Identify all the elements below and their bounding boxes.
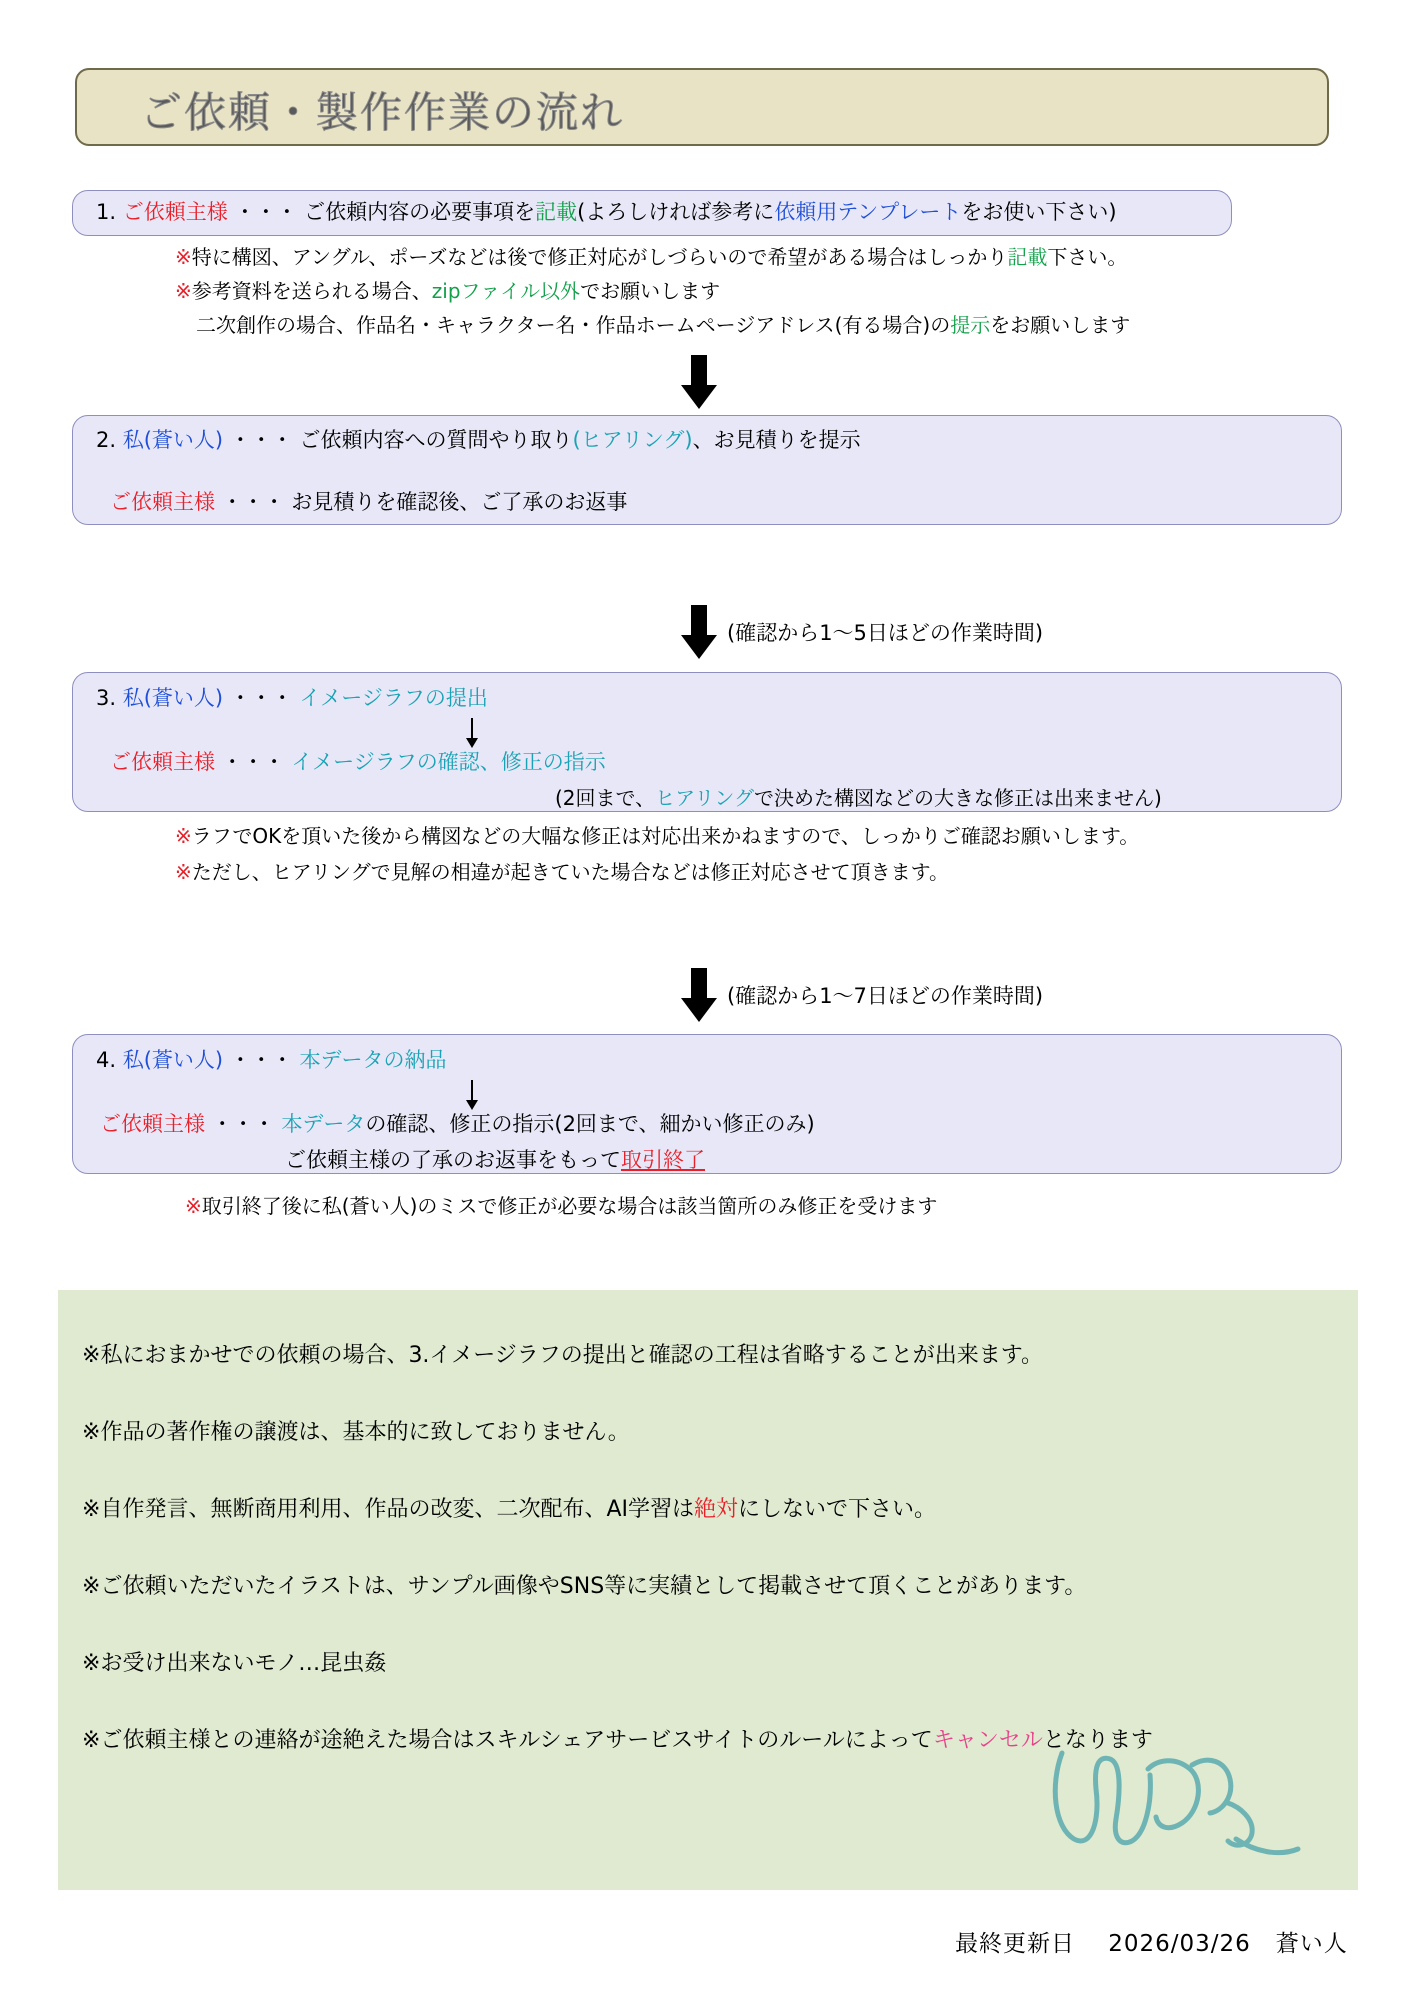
- step-2-sub-actor: ご依頼主様: [110, 490, 215, 514]
- step-4-number: 4.: [96, 1048, 117, 1072]
- footer: [955, 1925, 1348, 1958]
- step-2-sub: [110, 492, 627, 513]
- step-1-text-b: (よろしければ参考に: [577, 200, 775, 224]
- note-highlight: 絶対: [693, 1497, 738, 1522]
- step-1-note-1: [175, 247, 1127, 267]
- step-3-note-2: [175, 862, 949, 882]
- step-4-heading: [96, 1050, 447, 1071]
- note-mark: ※: [82, 1574, 101, 1599]
- note-3: [82, 1492, 936, 1523]
- note-text: ただし、ヒアリングで見解の相違が起きていた場合などは修正対応させて頂きます。: [191, 860, 949, 884]
- step-1-text-c: をお使い下さい): [961, 200, 1117, 224]
- note-text-b: でお願いします: [580, 279, 721, 303]
- note-text-a: 私におまかせでの依頼の場合、3.イメージラフの提出と確認の工程は省略することが出来ます。: [100, 1343, 1044, 1368]
- step-2-hearing: (ヒアリング): [572, 428, 693, 452]
- note-mark: ※: [82, 1728, 101, 1753]
- note-text-b: となります: [1042, 1728, 1153, 1753]
- note-text-a: 二次創作の場合、作品名・キャラクター名・作品ホームページアドレス(有る場合)の: [196, 313, 951, 337]
- step-2-heading: [96, 430, 861, 451]
- paren-b: で決めた構図などの大きな修正は出来ません): [753, 786, 1162, 810]
- step-1-kisai: 記載: [535, 200, 578, 224]
- note-text-a: 特に構図、アングル、ポーズなどは後で修正対応がしづらいので希望がある場合はしっかり: [191, 245, 1008, 269]
- note-highlight: 提示: [950, 313, 991, 337]
- step-4-sub-text-blue: 本データ: [281, 1112, 366, 1136]
- paren-highlight: ヒアリング: [655, 786, 754, 810]
- note-mark: ※: [175, 245, 192, 269]
- step-3-note-1: [175, 826, 1139, 846]
- note-mark: ※: [82, 1420, 101, 1445]
- step-1-note-2: [175, 281, 720, 301]
- step-4-actor: 私(蒼い人): [122, 1048, 224, 1072]
- step-4-sub: [100, 1114, 815, 1135]
- note-highlight: キャンセル: [932, 1728, 1043, 1753]
- step-3-paren: [555, 788, 1162, 808]
- note-mark: ※: [175, 860, 192, 884]
- note-text-a: ご依頼いただいたイラストは、サンプル画像やSNS等に実績として掲載させて頂くことがあります。: [100, 1574, 1087, 1599]
- note-text: 取引終了後に私(蒼い人)のミスで修正が必要な場合は該当箇所のみ修正を受けます: [201, 1194, 938, 1218]
- note-4: [82, 1569, 1086, 1600]
- step-4-inner-arrow: [466, 1080, 478, 1112]
- step-3-actor: 私(蒼い人): [122, 686, 224, 710]
- arrow-note-2: (確認から1～7日ほどの作業時間): [727, 984, 1044, 1008]
- step-1-dots: ・・・: [234, 200, 298, 224]
- footer-author: 蒼い人: [1275, 1931, 1348, 1957]
- step-1-note-3: [196, 315, 1130, 335]
- step-4-note-1: [185, 1196, 937, 1216]
- step-4-sub-text-rest: の確認、修正の指示(2回まで、細かい修正のみ): [365, 1112, 815, 1136]
- note-text-a: お受け出来ないモノ…昆虫姦: [100, 1651, 387, 1676]
- step-4-sub-dots: ・・・: [211, 1112, 275, 1136]
- note-text-a: 参考資料を送られる場合、: [191, 279, 432, 303]
- note-mark: ※: [82, 1343, 101, 1368]
- note-text-a: 作品の著作権の譲渡は、基本的に致しておりません。: [100, 1420, 630, 1445]
- footer-label: 最終更新日: [955, 1931, 1075, 1957]
- note-text-b: にしないで下さい。: [738, 1497, 937, 1522]
- note-1: [82, 1338, 1043, 1369]
- note-mark: ※: [175, 279, 192, 303]
- note-mark: ※: [82, 1497, 101, 1522]
- step-3-heading: [96, 688, 488, 709]
- step-3-dots: ・・・: [229, 686, 293, 710]
- step-3-sub-text: イメージラフの確認、修正の指示: [291, 750, 606, 774]
- step-1-number: 1.: [96, 200, 117, 224]
- step-2-actor: 私(蒼い人): [122, 428, 224, 452]
- note-text-b: 下さい。: [1047, 245, 1128, 269]
- note-2: [82, 1415, 630, 1446]
- note-5: [82, 1646, 386, 1677]
- step-2-text-b: 、お見積りを提示: [692, 428, 861, 452]
- note-mark: ※: [185, 1194, 202, 1218]
- step-1-actor: ご依頼主様: [122, 200, 228, 224]
- step-4-text-a: 本データの納品: [299, 1048, 447, 1072]
- note-mark: ※: [175, 824, 192, 848]
- step-3-text-a: イメージラフの提出: [299, 686, 488, 710]
- step-3-sub-actor: ご依頼主様: [110, 750, 215, 774]
- step-4-final: [285, 1150, 705, 1171]
- note-highlight: 記載: [1007, 245, 1048, 269]
- step-2-text-a: ご依頼内容への質問やり取り: [299, 428, 573, 452]
- final-a: ご依頼主様の了承のお返事をもって: [285, 1148, 621, 1172]
- step-3-sub: [110, 752, 606, 773]
- page-title: ご依頼・製作作業の流れ: [140, 88, 625, 137]
- step-4-dots: ・・・: [229, 1048, 293, 1072]
- paren-a: (2回まで、: [555, 786, 656, 810]
- footer-date: 2026/03/26: [1108, 1931, 1251, 1957]
- step-1-text-a: ご依頼内容の必要事項を: [304, 200, 536, 224]
- note-text: ラフでOKを頂いた後から構図などの大幅な修正は対応出来かねますので、しっかりご確認お願いします。: [191, 824, 1140, 848]
- note-highlight: zipファイル以外: [431, 279, 581, 303]
- signature-mark: [1040, 1735, 1320, 1880]
- arrow-note-1: (確認から1～5日ほどの作業時間): [727, 621, 1044, 645]
- step-1-heading: [96, 202, 1117, 223]
- note-mark: ※: [82, 1651, 101, 1676]
- note-text-a: 自作発言、無断商用利用、作品の改変、二次配布、AI学習は: [100, 1497, 694, 1522]
- note-text-b: をお願いします: [990, 313, 1131, 337]
- step-2-dots: ・・・: [229, 428, 293, 452]
- step-2-number: 2.: [96, 428, 117, 452]
- step-3-inner-arrow: [466, 718, 478, 750]
- step-3-number: 3.: [96, 686, 117, 710]
- step-4-sub-actor: ご依頼主様: [100, 1112, 205, 1136]
- final-highlight: 取引終了: [621, 1148, 705, 1172]
- step-2-sub-text: お見積りを確認後、ご了承のお返事: [291, 490, 628, 514]
- note-6: [82, 1723, 1153, 1754]
- note-text-a: ご依頼主様との連絡が途絶えた場合はスキルシェアサービスサイトのルールによって: [100, 1728, 933, 1753]
- step-3-sub-dots: ・・・: [221, 750, 285, 774]
- step-1-template-link[interactable]: 依頼用テンプレート: [774, 200, 962, 224]
- step-2-sub-dots: ・・・: [221, 490, 285, 514]
